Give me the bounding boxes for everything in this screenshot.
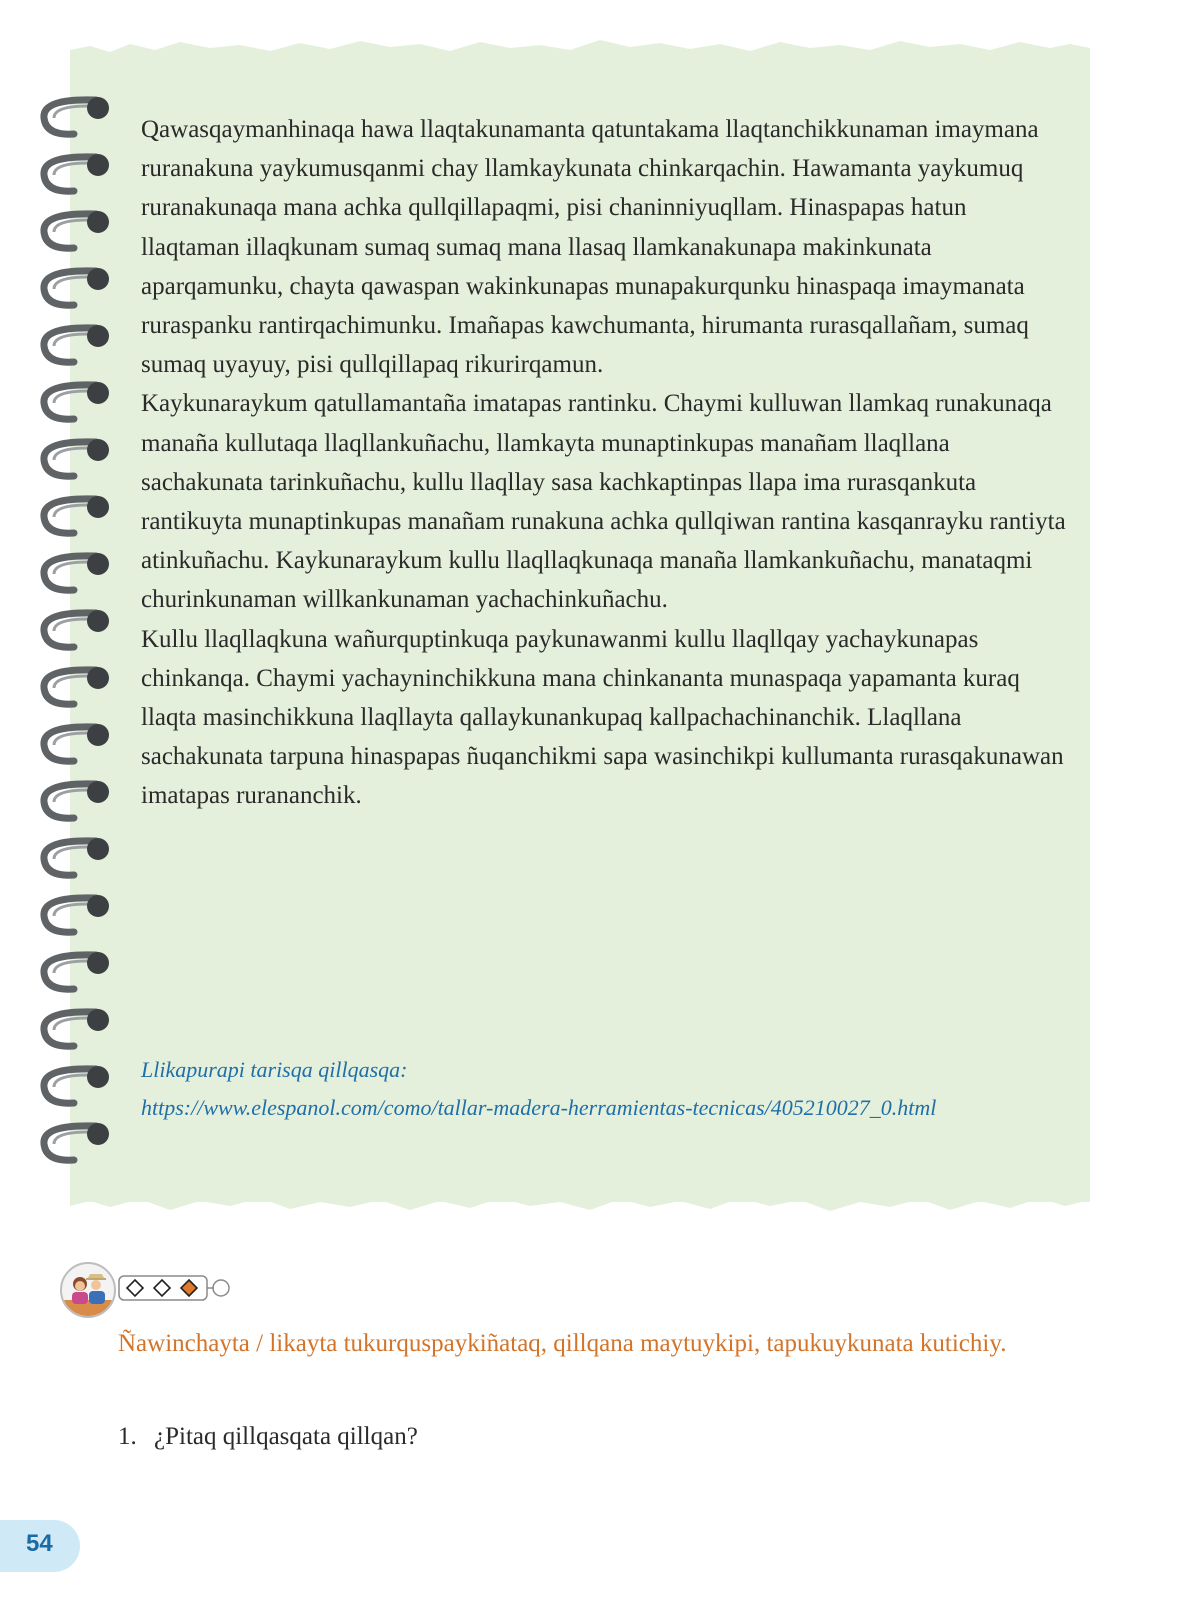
spiral-ring <box>44 325 109 362</box>
source-reference <box>141 1051 1071 1127</box>
spiral-ring <box>44 553 109 590</box>
paper-torn-bottom-edge <box>70 1186 1090 1216</box>
spiral-ring <box>44 1009 109 1046</box>
paragraph: Qawasqaymanhinaqa hawa llaqtakunamanta qatuntakama llaqtanchikkunaman imaymana ruranakuna yaykumusqanmi chay llamkaykunata chinkarqachin. Hawamanta yaykumuq ruranakunaqa mana achka qullqillapaqmi, pisi chaninniyuqllam. Hinaspapas hatun llaqtaman illaqkunam sumaq sumaq mana llasaq llamkanakunapa makinkunata aparqamunku, chayta qawaspan wakinkunapas munapakurqunku hinaspaqa imaymanata ruraspanku rantirqachimunku. Imañapas kawchumanta, hirumanta rurasqallañam, sumaq sumaq uyayuy, pisi qullqillapaq rikurirqamun. <box>141 116 1039 379</box>
spiral-ring <box>44 97 109 134</box>
spiral-ring <box>44 667 109 704</box>
spiral-ring <box>44 781 109 818</box>
spiral-ring <box>44 838 109 875</box>
reading-text <box>141 110 1066 816</box>
spiral-ring <box>44 952 109 989</box>
source-link[interactable]: https://www.elespanol.com/como/tallar-madera-herramientas-tecnicas/405210027_0.html <box>141 1095 937 1120</box>
question-item <box>118 1418 918 1456</box>
page-number-tab <box>0 1520 80 1572</box>
spiral-ring <box>44 610 109 647</box>
spiral-ring <box>44 211 109 248</box>
activity-instruction: Ñawinchayta / likayta tukurquspaykiñataq, qillqana maytuykipi, tapukuykunata kutichiy. <box>118 1330 1007 1357</box>
page-number: 54 <box>26 1530 53 1557</box>
spiral-ring <box>44 496 109 533</box>
spiral-binding <box>38 90 118 1170</box>
spiral-ring <box>44 382 109 419</box>
spiral-ring <box>44 154 109 191</box>
source-label: Llikapurapi tarisqa qillqasqa: <box>141 1057 408 1082</box>
spiral-ring <box>44 724 109 761</box>
spiral-ring <box>44 439 109 476</box>
spiral-ring <box>44 1066 109 1103</box>
difficulty-level-indicator <box>118 1274 232 1302</box>
paragraph: Kullu llaqllaqkuna wañurquptinkuqa paykunawanmi kullu llaqllqay yachaykunapas chinkanqa. Chaymi yachayninchikkuna mana chinkananta munaspaqa yapamanta kuraq llaqta masinchikkuna llaqllayta qallaykunankupaq kallpachachinanchik. Llaqllana sachakunata tarpuna hinaspapas ñuqanchikmi sapa wasinchikpi kullumanta rurasqakunawan imatapas rurananchik. <box>141 625 1064 810</box>
spiral-ring <box>44 1123 109 1160</box>
students-avatar-icon <box>60 1262 116 1318</box>
paragraph: Kaykunaraykum qatullamantaña imatapas rantinku. Chaymi kulluwan llamkaq runakunaqa manaña kullutaqa llaqllankuñachu, llamkayta munaptinkupas manañam llaqllana sachakunata tarinkuñachu, kullu llaqllay sasa kachkaptinpas llapa ima rurasqankuta rantikuyta munaptinkupas manañam runakuna achka qullqiwan rantina kasqanrayku rantiyta atinkuñachu. Kaykunaraykum kullu llaqllaqkunaqa manaña llamkankuñachu, manataqmi churinkunaman willkankunaman yachachinkuñachu. <box>141 390 1066 614</box>
question-text: ¿Pitaq qillqasqata qillqan? <box>154 1423 418 1450</box>
question-number: 1. <box>118 1423 137 1450</box>
spiral-ring <box>44 895 109 932</box>
spiral-ring <box>44 268 109 305</box>
